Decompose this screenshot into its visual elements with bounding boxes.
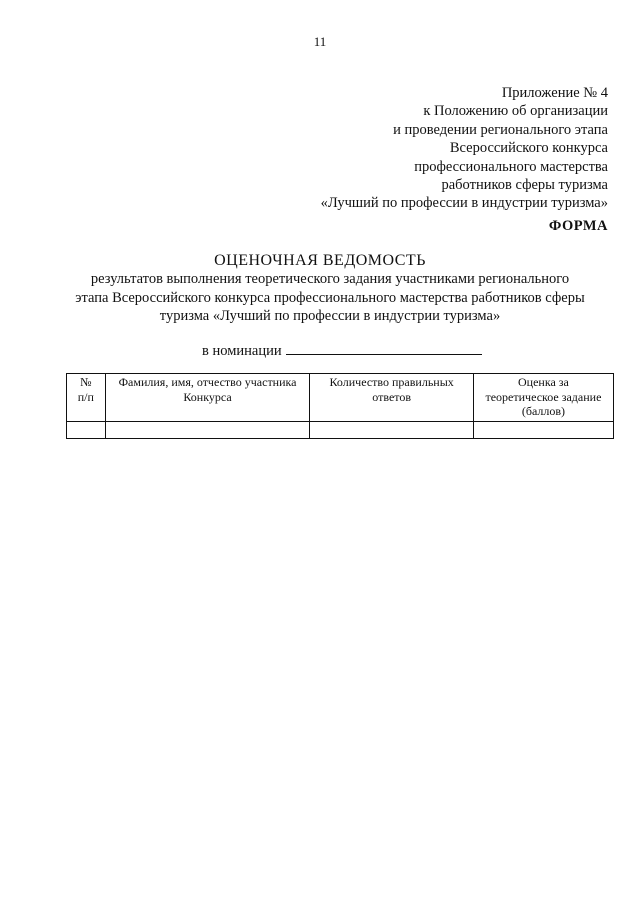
- appendix-line: и проведении регионального этапа: [393, 121, 608, 138]
- table-cell-count[interactable]: [310, 421, 474, 438]
- header-participant-name-text: Фамилия, имя, отчество участника Конкурса: [118, 375, 297, 404]
- appendix-line: профессионального мастерства: [414, 158, 608, 175]
- table-row: [67, 421, 614, 438]
- table-cell-number[interactable]: [67, 421, 106, 438]
- subtitle-line: этапа Всероссийского конкурса профессионального мастерства работников сферы: [75, 289, 585, 306]
- header-number-text: № п/п: [77, 375, 94, 404]
- header-number: [67, 374, 106, 422]
- document-title: ОЦЕНОЧНАЯ ВЕДОМОСТЬ: [214, 252, 426, 269]
- appendix-line: Всероссийского конкурса: [449, 140, 608, 157]
- nomination-field: [202, 340, 482, 360]
- appendix-block: [321, 84, 608, 213]
- table-cell-score[interactable]: [473, 421, 613, 438]
- header-score-text: Оценка за теоретическое задание (баллов): [485, 375, 602, 418]
- appendix-line: «Лучший по профессии в индустрии туризма»: [320, 195, 608, 212]
- subtitle-line: результатов выполнения теоретического задания участниками регионального: [90, 271, 570, 287]
- page-number: 11: [313, 34, 327, 49]
- form-label: ФОРМА: [548, 218, 608, 234]
- header-score: [473, 374, 613, 422]
- header-participant-name: [105, 374, 310, 422]
- nomination-label: в номинации: [202, 343, 282, 359]
- nomination-blank-line[interactable]: [286, 340, 482, 355]
- appendix-line: к Положению об организации: [423, 103, 608, 120]
- appendix-line: работников сферы туризма: [441, 177, 608, 194]
- table-cell-name[interactable]: [105, 421, 310, 438]
- table-header-row: [67, 374, 614, 422]
- subtitle-line: туризма «Лучший по профессии в индустрии туризма»: [159, 308, 501, 324]
- score-table: [66, 373, 614, 439]
- appendix-line: Приложение № 4: [501, 85, 608, 101]
- header-correct-answers-text: Количество правильных ответов: [329, 375, 454, 404]
- document-subtitle: [60, 270, 600, 326]
- header-correct-answers: [310, 374, 474, 422]
